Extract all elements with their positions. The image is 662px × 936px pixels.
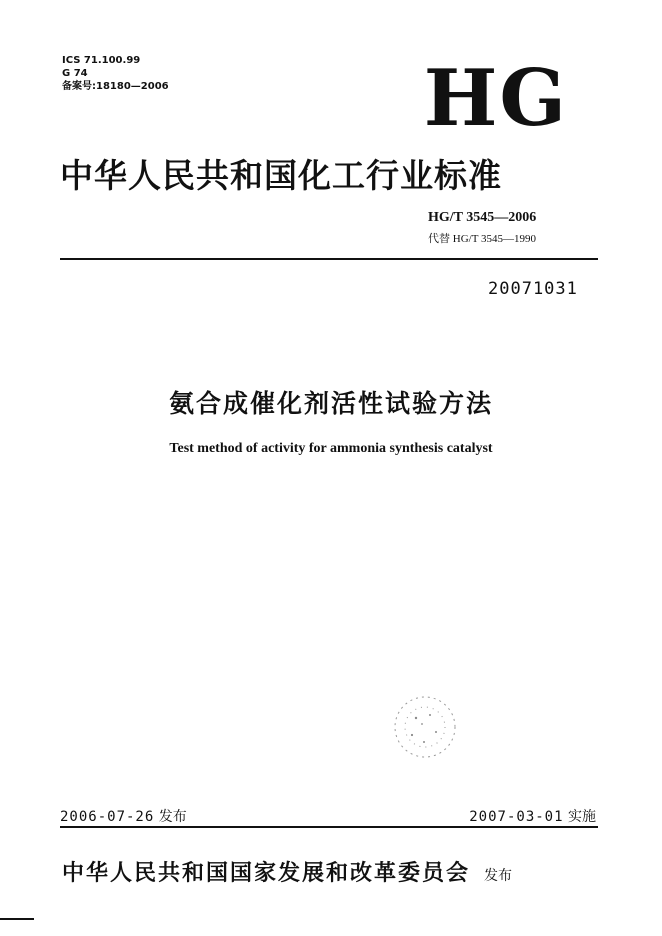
chinese-title: 氨合成催化剂活性试验方法 — [168, 389, 493, 418]
top-divider — [60, 258, 598, 260]
english-title: Test method of activity for ammonia synthesis catalyst — [169, 441, 493, 456]
issue-date-value: 2006-07-26 — [60, 809, 155, 825]
issuer-suffix: 发布 — [484, 868, 513, 884]
standard-category-title: 中华人民共和国化工行业标准 — [60, 156, 502, 195]
accession-stamp: 20071031 — [488, 279, 578, 299]
scan-edge-mark — [0, 918, 34, 920]
issuer-name: 中华人民共和国国家发展和改革委员会 — [62, 860, 471, 886]
ics-code: ICS 71.100.99 — [62, 55, 141, 66]
hg-logo: HG — [423, 53, 568, 144]
faded-seal-stamp — [386, 688, 464, 766]
bottom-divider — [60, 826, 598, 828]
replaces-standard: 代替 HG/T 3545—1990 — [428, 233, 536, 245]
ccs-code: G 74 — [62, 68, 88, 79]
standard-number: HG/T 3545—2006 — [428, 210, 537, 225]
implementation-date-value: 2007-03-01 — [469, 809, 564, 825]
implementation-date-label: 实施 — [568, 809, 596, 825]
issue-date — [60, 806, 187, 826]
implementation-date — [469, 806, 596, 826]
issuing-authority — [62, 856, 512, 887]
issue-date-label: 发布 — [158, 809, 187, 825]
filing-number: 备案号:18180—2006 — [62, 81, 169, 92]
